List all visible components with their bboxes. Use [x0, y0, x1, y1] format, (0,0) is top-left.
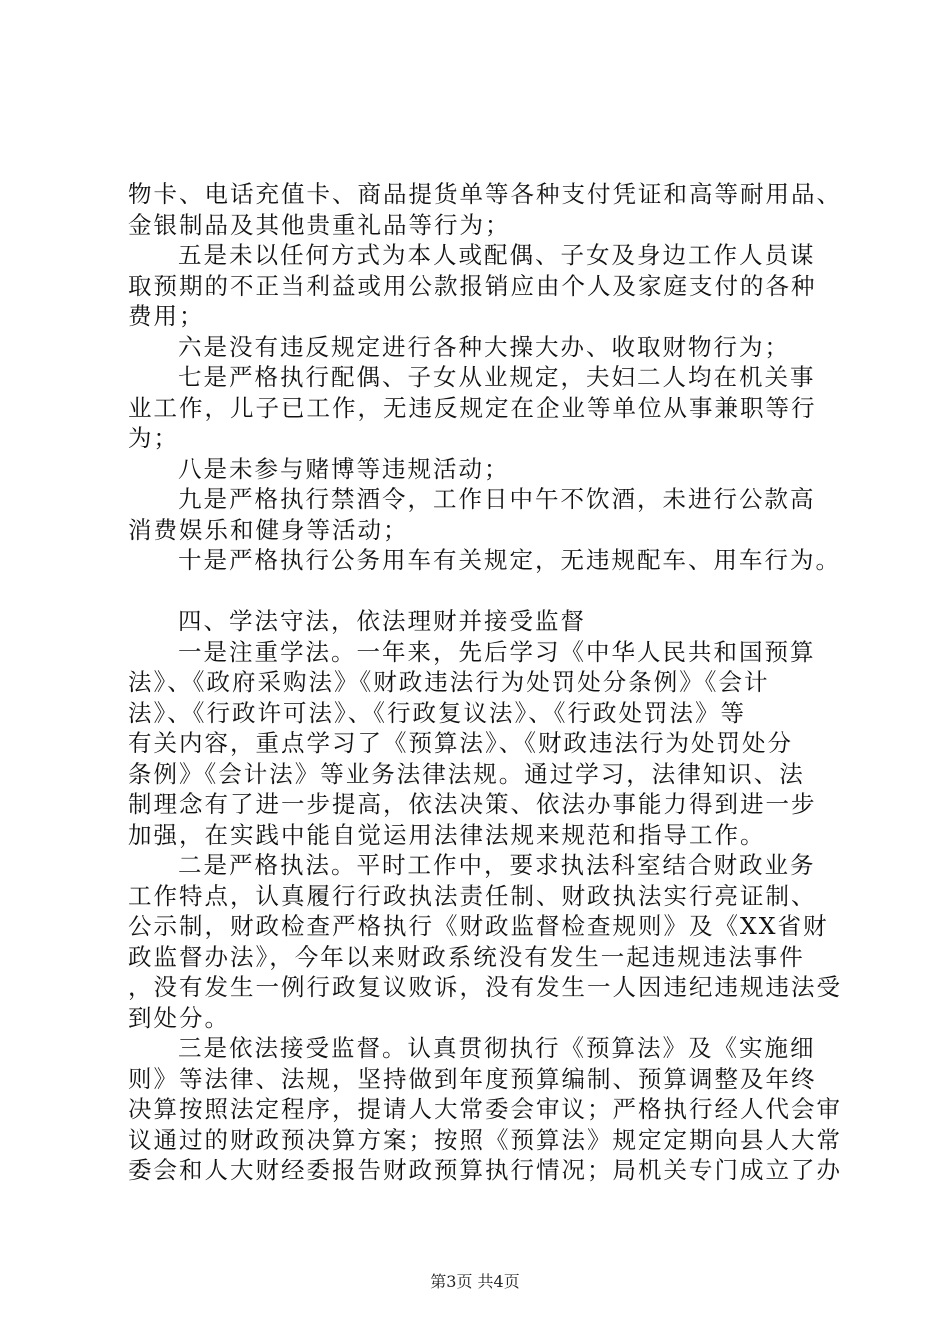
text-line: 议通过的财政预决算方案；按照《预算法》规定定期向县人大常: [128, 1126, 842, 1154]
text-line: 政监督办法》，今年以来财政系统没有发生一起违规违法事件: [128, 943, 805, 971]
text-line: 费用；: [128, 302, 205, 330]
text-line: 物卡、电话充值卡、商品提货单等各种支付凭证和高等耐用品、: [128, 180, 842, 208]
text-line: 消费娱乐和健身等活动；: [128, 516, 409, 544]
paragraph-start: 七是严格执行配偶、子女从业规定，夫妇二人均在机关事: [178, 363, 816, 391]
text-line: 法》、《行政许可法》、《行政复议法》、《行政处罚法》等: [128, 699, 746, 727]
paragraph-start: 二是严格执法。平时工作中，要求执法科室结合财政业务: [178, 851, 816, 879]
paragraph-start: 三是依法接受监督。认真贯彻执行《预算法》及《实施细: [178, 1034, 816, 1062]
text-line: 有关内容，重点学习了《预算法》、《财政违法行为处罚处分: [128, 729, 793, 757]
paragraph-start: 十是严格执行公务用车有关规定，无违规配车、用车行为。: [178, 546, 841, 574]
text-line: 到处分。: [128, 1004, 230, 1032]
text-line: 条例》《会计法》等业务法律法规。通过学习，法律知识、法: [128, 760, 805, 788]
text-line: 加强，在实践中能自觉运用法律法规来规范和指导工作。: [128, 821, 766, 849]
text-line: 取预期的不正当利益或用公款报销应由个人及家庭支付的各种: [128, 272, 817, 300]
text-line: 业工作，儿子已工作，无违反规定在企业等单位从事兼职等行: [128, 394, 817, 422]
text-line: 公示制，财政检查严格执行《财政监督检查规则》及《XX省财: [128, 912, 829, 940]
text-line: 法》、《政府采购法》《财政违法行为处罚处分条例》《会计: [128, 668, 770, 696]
paragraph-start: 九是严格执行禁酒令，工作日中午不饮酒，未进行公款高: [178, 485, 816, 513]
paragraph-start: 五是未以任何方式为本人或配偶、子女及身边工作人员谋: [178, 241, 816, 269]
text-line: 工作特点，认真履行行政执法责任制、财政执法实行亮证制、: [128, 882, 817, 910]
text-line: 决算按照法定程序，提请人大常委会审议；严格执行经人代会审: [128, 1095, 842, 1123]
page-number-footer: 第3页 共4页: [430, 1272, 520, 1291]
paragraph-start: 一是注重学法。一年来，先后学习《中华人民共和国预算: [178, 638, 816, 666]
text-line: 委会和人大财经委报告财政预算执行情况；局机关专门成立了办: [128, 1156, 842, 1184]
text-line: 为；: [128, 424, 179, 452]
text-line: 制理念有了进一步提高，依法决策、依法办事能力得到进一步: [128, 790, 817, 818]
section-heading: 四、学法守法，依法理财并接受监督: [178, 607, 586, 635]
paragraph-start: 六是没有违反规定进行各种大操大办、收取财物行为；: [178, 333, 790, 361]
text-line: 则》等法律、法规，坚持做到年度预算编制、预算调整及年终: [128, 1065, 817, 1093]
text-line: 金银制品及其他贵重礼品等行为；: [128, 211, 511, 239]
paragraph-start: 八是未参与赌博等违规活动；: [178, 455, 510, 483]
text-line: ，没有发生一例行政复议败诉，没有发生一人因违纪违规违法受: [128, 973, 842, 1001]
